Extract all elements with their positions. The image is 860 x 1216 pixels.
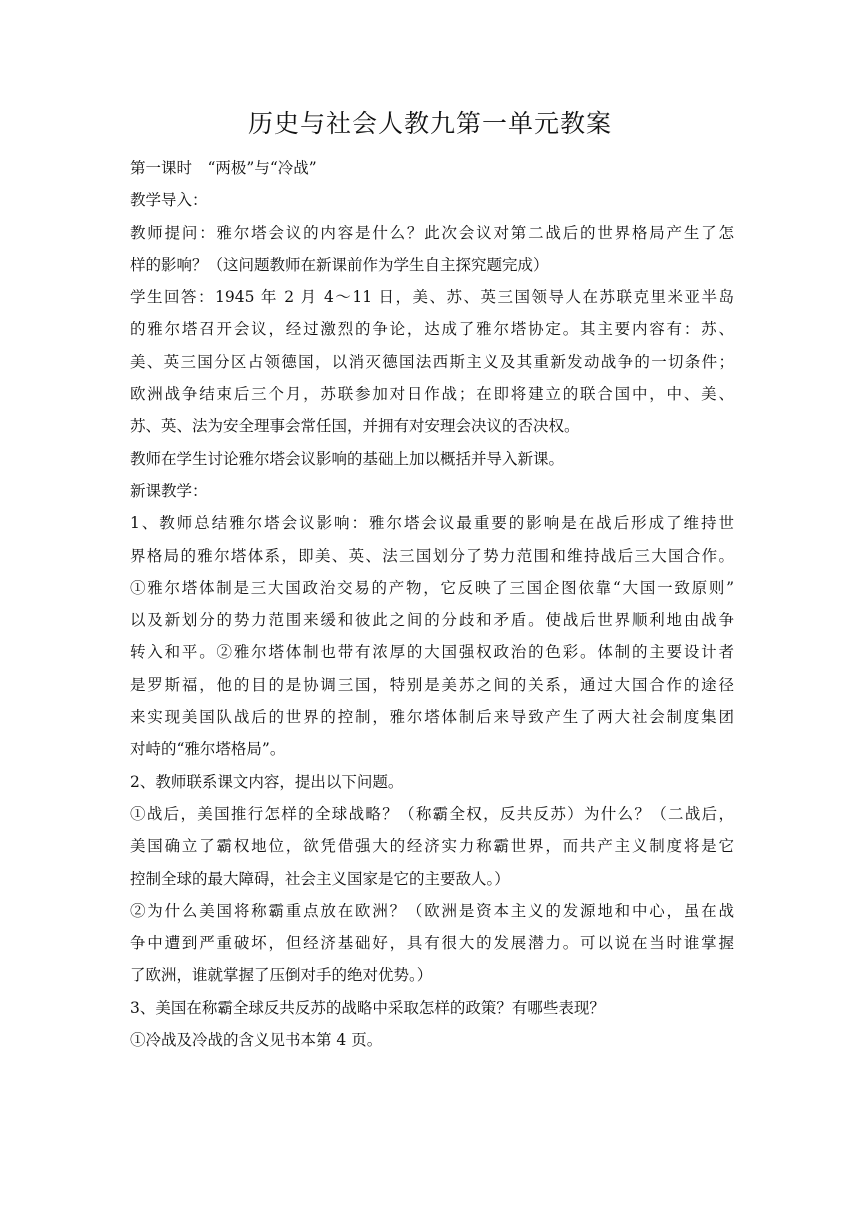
text-line: ①雅尔塔体制是三大国政治交易的产物，它反映了三国企图依靠“大国一致原则” [130,578,734,597]
text-line: 新课教学： [130,481,208,500]
text-line: 1、教师总结雅尔塔会议影响：雅尔塔会议最重要的影响是在战后形成了维持世 [130,514,734,533]
text-line: 样的影响？（这问题教师在新课前作为学生自主探究题完成） [130,255,549,274]
text-line: 争中遭到严重破坏，但经济基础好，具有很大的发展潜力。可以说在当时谁掌握 [130,934,734,953]
text-line: 教师在学生讨论雅尔塔会议影响的基础上加以概括并导入新课。 [130,449,565,468]
text-line: 对峙的“雅尔塔格局”。 [130,740,286,759]
text-line: 教学导入： [130,191,208,210]
text-line: ①战后，美国推行怎样的全球战略？（称霸全权，反共反苏）为什么？（二战后， [130,804,734,823]
text-line: 控制全球的最大障碍，社会主义国家是它的主要敌人。） [130,869,510,888]
text-line: 学生回答：1945 年 2 月 4～11 日，美、苏、英三国领导人在苏联克里米亚半岛 [130,288,734,307]
text-line: 了欧洲，谁就掌握了压倒对手的绝对优势。） [130,966,433,985]
text-line: 美国确立了霸权地位，欲凭借强大的经济实力称霸世界，而共产主义制度将是它 [130,837,734,856]
text-line: 3、美国在称霸全球反共反苏的战略中采取怎样的政策？有哪些表现？ [130,998,605,1017]
text-line: 转入和平。②雅尔塔体制也带有浓厚的大国强权政治的色彩。体制的主要设计者 [130,643,734,662]
document-body [130,152,734,1056]
text-line: 第一课时 “两极”与“冷战” [130,159,317,177]
text-line: ②为什么美国将称霸重点放在欧洲？（欧洲是资本主义的发源地和中心，虽在战 [130,901,734,920]
text-line: 的雅尔塔召开会议，经过激烈的争论，达成了雅尔塔协定。其主要内容有：苏、 [130,320,734,339]
text-line: 苏、英、法为安全理事会常任国，并拥有对安理会决议的否决权。 [130,417,580,436]
text-line: 美、英三国分区占领德国，以消灭德国法西斯主义及其重新发动战争的一切条件； [130,352,734,371]
text-line: 以及新划分的势力范围来缓和彼此之间的分歧和矛盾。使战后世界顺利地由战争 [130,611,734,630]
document-title: 历史与社会人教九第一单元教案 [247,109,612,138]
text-line: 2、教师联系课文内容，提出以下问题。 [130,772,404,791]
text-line: 来实现美国队战后的世界的控制，雅尔塔体制后来导致产生了两大社会制度集团 [130,708,734,727]
text-line: ①冷战及冷战的含义见书本第 4 页。 [130,1031,383,1050]
text-line: 界格局的雅尔塔体系，即美、英、法三国划分了势力范围和维持战后三大国合作。 [130,546,734,565]
text-line: 教师提问：雅尔塔会议的内容是什么？此次会议对第二战后的世界格局产生了怎 [130,223,734,242]
text-line: 欧洲战争结束后三个月，苏联参加对日作战；在即将建立的联合国中，中、美、 [130,385,734,404]
text-line: 是罗斯福，他的目的是协调三国，特别是美苏之间的关系，通过大国合作的途径 [130,675,734,694]
